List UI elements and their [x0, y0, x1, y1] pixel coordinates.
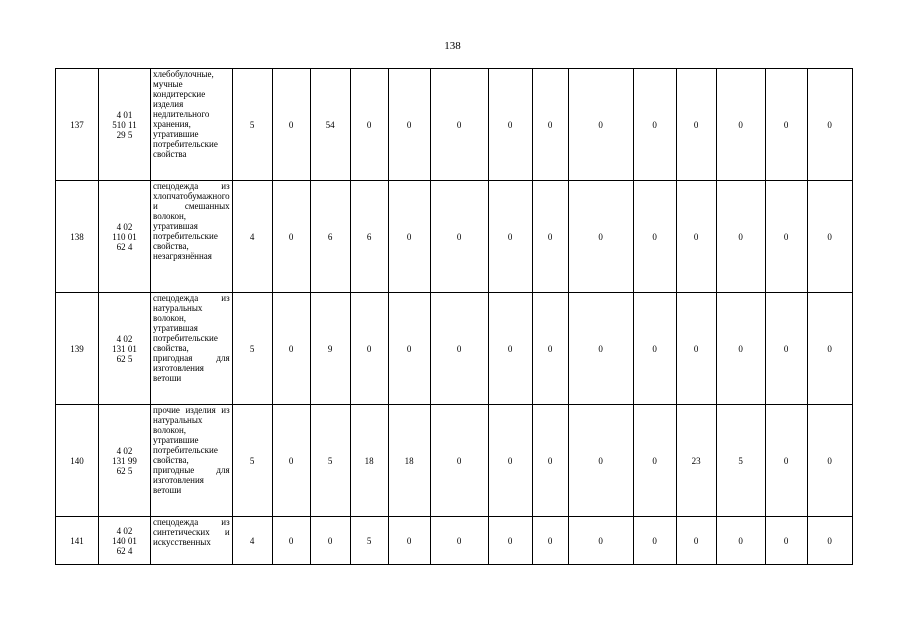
value-cell: 0	[388, 181, 430, 293]
value-cell: 6	[310, 181, 350, 293]
waste-description: спецодежда из хлопчатобумажного и смешанных волокон, утратившая потребительские свойства, незагрязнённая	[151, 181, 233, 293]
value-cell: 18	[388, 405, 430, 517]
value-cell: 0	[765, 293, 807, 405]
waste-code-part: 4 02	[116, 333, 133, 344]
waste-table	[55, 68, 853, 565]
value-cell: 0	[272, 517, 310, 565]
waste-code-part: 4 01	[116, 109, 133, 120]
value-cell: 5	[232, 293, 272, 405]
value-cell: 4	[232, 181, 272, 293]
value-cell: 18	[350, 405, 388, 517]
waste-code-part: 131 01	[112, 343, 137, 354]
value-cell: 0	[676, 293, 716, 405]
value-cell: 0	[488, 517, 532, 565]
value-cell: 0	[388, 69, 430, 181]
value-cell: 0	[765, 69, 807, 181]
value-cell: 6	[350, 181, 388, 293]
value-cell: 0	[765, 517, 807, 565]
waste-description: хлебобулочные, мучные кондитерские изделия недлительного хранения, утратившие потребительские свойства	[151, 69, 233, 181]
waste-code-part: 4 02	[116, 525, 133, 536]
value-cell: 0	[633, 293, 676, 405]
value-cell: 0	[430, 293, 488, 405]
value-cell: 0	[430, 181, 488, 293]
value-cell: 0	[350, 69, 388, 181]
table-row	[56, 181, 853, 293]
value-cell: 0	[430, 517, 488, 565]
waste-code	[99, 405, 151, 517]
value-cell: 0	[272, 181, 310, 293]
waste-description: прочие изделия из натуральных волокон, утратившие потребительские свойства, пригодные для изготовления ветоши	[151, 405, 233, 517]
waste-code	[99, 293, 151, 405]
value-cell: 0	[568, 405, 633, 517]
row-number: 140	[56, 405, 99, 517]
waste-code-part: 4 02	[116, 221, 133, 232]
value-cell: 0	[633, 517, 676, 565]
value-cell: 0	[716, 293, 765, 405]
value-cell: 0	[765, 405, 807, 517]
value-cell: 0	[676, 181, 716, 293]
waste-code-part: 62 5	[116, 465, 133, 476]
waste-code-part: 110 01	[112, 231, 137, 242]
value-cell: 0	[716, 69, 765, 181]
value-cell: 0	[272, 293, 310, 405]
value-cell: 0	[532, 293, 568, 405]
value-cell: 5	[350, 517, 388, 565]
waste-code	[99, 181, 151, 293]
value-cell: 0	[488, 293, 532, 405]
waste-code-part: 4 02	[116, 445, 133, 456]
value-cell: 0	[676, 69, 716, 181]
value-cell: 0	[807, 293, 852, 405]
value-cell: 0	[716, 181, 765, 293]
value-cell: 5	[310, 405, 350, 517]
waste-code-part: 62 4	[116, 241, 133, 252]
value-cell: 0	[532, 69, 568, 181]
row-number: 138	[56, 181, 99, 293]
table-row	[56, 69, 853, 181]
row-number: 137	[56, 69, 99, 181]
waste-code-part: 29 5	[116, 129, 133, 140]
value-cell: 5	[716, 405, 765, 517]
value-cell: 9	[310, 293, 350, 405]
value-cell: 0	[568, 181, 633, 293]
value-cell: 23	[676, 405, 716, 517]
value-cell: 0	[765, 181, 807, 293]
waste-description: спецодежда из натуральных волокон, утратившая потребительские свойства, пригодная для изготовления ветоши	[151, 293, 233, 405]
value-cell: 0	[807, 181, 852, 293]
value-cell: 0	[488, 181, 532, 293]
waste-code-part: 510 11	[112, 119, 137, 130]
value-cell: 0	[388, 293, 430, 405]
value-cell: 0	[272, 69, 310, 181]
waste-description: спецодежда из синтетических и искусственных	[151, 517, 233, 565]
waste-code-part: 62 5	[116, 353, 133, 364]
value-cell: 0	[807, 517, 852, 565]
value-cell: 0	[568, 69, 633, 181]
value-cell: 0	[633, 405, 676, 517]
waste-code	[99, 517, 151, 565]
page-number: 138	[444, 40, 461, 52]
value-cell: 0	[430, 69, 488, 181]
value-cell: 0	[388, 517, 430, 565]
row-number: 141	[56, 517, 99, 565]
value-cell: 0	[633, 69, 676, 181]
value-cell: 0	[272, 405, 310, 517]
waste-code-part: 131 99	[112, 455, 137, 466]
table-row	[56, 517, 853, 565]
value-cell: 0	[350, 293, 388, 405]
value-cell: 0	[568, 293, 633, 405]
value-cell: 0	[532, 517, 568, 565]
table-row	[56, 293, 853, 405]
waste-code-part: 140 01	[112, 535, 137, 546]
value-cell: 0	[532, 405, 568, 517]
value-cell: 0	[488, 69, 532, 181]
value-cell: 0	[568, 517, 633, 565]
value-cell: 5	[232, 69, 272, 181]
row-number: 139	[56, 293, 99, 405]
value-cell: 5	[232, 405, 272, 517]
value-cell: 0	[430, 405, 488, 517]
value-cell: 0	[716, 517, 765, 565]
value-cell: 54	[310, 69, 350, 181]
value-cell: 0	[310, 517, 350, 565]
value-cell: 4	[232, 517, 272, 565]
value-cell: 0	[532, 181, 568, 293]
waste-code	[99, 69, 151, 181]
value-cell: 0	[676, 517, 716, 565]
value-cell: 0	[807, 69, 852, 181]
value-cell: 0	[488, 405, 532, 517]
table-row	[56, 405, 853, 517]
waste-code-part: 62 4	[116, 545, 133, 556]
value-cell: 0	[633, 181, 676, 293]
value-cell: 0	[807, 405, 852, 517]
